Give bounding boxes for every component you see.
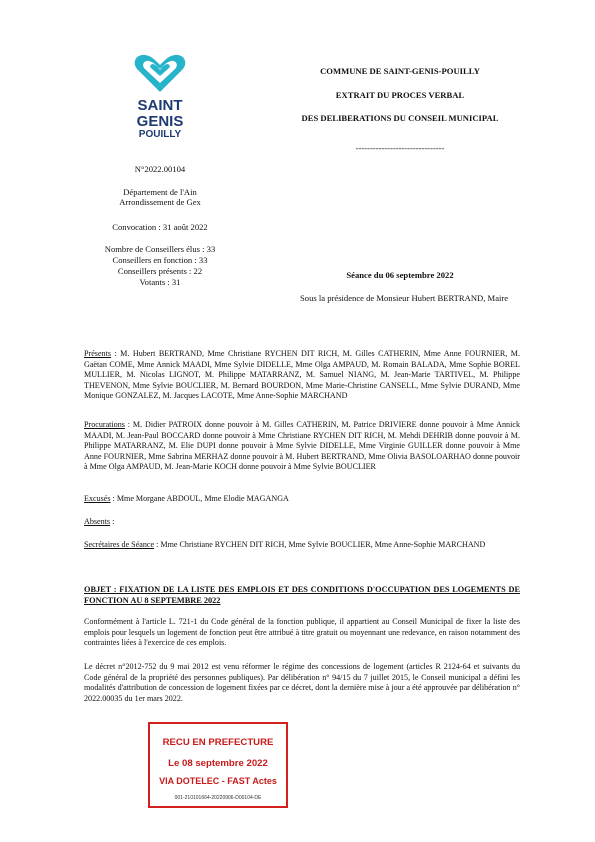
seance-presidence: Sous la présidence de Monsieur Hubert BERTRAND, Maire — [300, 293, 509, 303]
commune-title: COMMUNE DE SAINT-GENIS-POUILLY — [320, 66, 480, 76]
logo-text-genis: GENIS — [136, 113, 184, 130]
secretaires-text: : Mme Christiane RYCHEN DIT RICH, Mme Sylvie BOUCLIER, Mme Anne-Sophie MARCHAND — [154, 540, 486, 549]
procurations-label: Procurations — [84, 420, 125, 429]
presents-label: Présents — [84, 349, 111, 358]
excuses-section — [84, 494, 520, 505]
secretaires-section — [84, 540, 520, 551]
votants: Votants : 31 — [139, 277, 181, 287]
paragraph-2: Le décret n°2012-752 du 9 mai 2012 est venu réformer le régime des concessions de logement (articles R 2124-64 et suivants du Code général de la propriété des personnes publiques). Par délibération n° 94/15 du 7 juillet 2015, le Conseil municipal a défini les modalités d'attribution de concession de logement fixées par ce décret, dont la dernière mise à jour a été approuvée par délibération n° 2022.00035 du 1er mars 2022. — [84, 662, 520, 703]
objet-section — [84, 585, 520, 606]
deliberation-number: N°2022.00104 — [134, 164, 186, 174]
excuses-text: : Mme Morgane ABDOUL, Mme Elodie MAGANGA — [110, 494, 289, 503]
absents-text: : — [110, 517, 115, 526]
procurations-text: : M. Didier PATROIX donne pouvoir à M. Gilles CATHERIN, M. Patrice DRIVIERE donne pouvoir à Mme Annick MAADI, M. Jean-Paul BOCCARD donne pouvoir à Mme Christiane RYCHEN DIT RICH, M. Mehdi DEHRIB donne pouvoir à M. Philippe MATARRANZ, M. Elie DUPI donne pouvoir à Mme Sylvie DIDELLE, Mme Virginie GUILLER donne pouvoir à Mme Anne FOURNIER, Mme Sabrina MERHAZ donne pouvoir à M. Hubert BERTRAND, Mme Olivia BASOLOARHAO donne pouvoir à Mme Olga AMPAUD, M. Jean-Marie KOCH donne pouvoir à Mme Sylvie BOUCLIER — [84, 420, 520, 472]
excuses-label: Excusés — [84, 494, 111, 503]
conseillers-fonction: Conseillers en fonction : 33 — [112, 255, 208, 265]
paragraph-1: Conformément à l'article L. 721-1 du Code général de la fonction publique, il appartient au Conseil Municipal de fixer la liste des emplois pour lesquels un logement de fonction peut être attribué à titre gratuit ou moyennant une redevance, en raison notamment des contraintes liées à l'exercice de ces emplois. — [84, 617, 520, 648]
header-separator: ------------------------------- — [355, 143, 445, 153]
stamp-line-recu: RECU EN PREFECTURE — [162, 737, 274, 748]
arrondissement: Arrondissement de Gex — [119, 197, 201, 207]
stamp-line-reference: 001-210101664-20220906-D00104-DE — [174, 795, 262, 801]
stamp-line-date: Le 08 septembre 2022 — [168, 758, 268, 769]
logo-text-saint: SAINT — [137, 97, 183, 114]
presents-section — [84, 349, 520, 402]
procurations-section — [84, 420, 520, 473]
prefecture-stamp — [148, 722, 288, 808]
objet-label: OBJET : — [84, 585, 117, 594]
convocation: Convocation : 31 août 2022 — [112, 222, 208, 232]
objet-text: FIXATION DE LA LISTE DES EMPLOIS ET DES CONDITIONS D'OCCUPATION DES LOGEMENTS DE FONCTION AU 8 SEPTEMBRE 2022 — [84, 585, 520, 605]
logo-text-pouilly: POUILLY — [138, 129, 182, 140]
absents-section — [84, 517, 520, 528]
heart-logo-icon — [130, 52, 190, 94]
stamp-line-via: VIA DOTELEC - FAST Actes — [159, 776, 277, 786]
deliberations-title: DES DELIBERATIONS DU CONSEIL MUNICIPAL — [301, 113, 499, 123]
secretaires-label: Secrétaires de Séance — [84, 540, 155, 549]
extrait-title: EXTRAIT DU PROCES VERBAL — [335, 90, 465, 100]
conseillers-presents: Conseillers présents : 22 — [117, 266, 203, 276]
presents-text: : M. Hubert BERTRAND, Mme Christiane RYCHEN DIT RICH, M. Gilles CATHERIN, Mme Anne FOURNIER, M. Gaëtan COME, Mme Annick MAADI, Mme Sylvie DIDELLE, Mme Olga AMPAUD, M. Romain BALADA, Mme Sophie BOREL MULLIER, M. Nicolas LIGNOT, M. Philippe MATARRANZ, M. Samuel NIANG, M. Jean-Marie TARTIVEL, M. Philippe THEVENON, Mme Sylvie BOUCLIER, M. Bernard BOURDON, Mme Marie-Christine CANSELL, Mme Sylvie DURAND, Mme Monique GONZALEZ, M. Jacques LACOTE, Mme Anne-Sophie MARCHAND — [84, 349, 520, 401]
departement: Département de l'Ain — [123, 187, 197, 197]
conseillers-elus: Nombre de Conseillers élus : 33 — [104, 244, 216, 254]
seance-date: Séance du 06 septembre 2022 — [346, 270, 454, 280]
commune-logo — [130, 52, 190, 142]
absents-label: Absents — [84, 517, 111, 526]
